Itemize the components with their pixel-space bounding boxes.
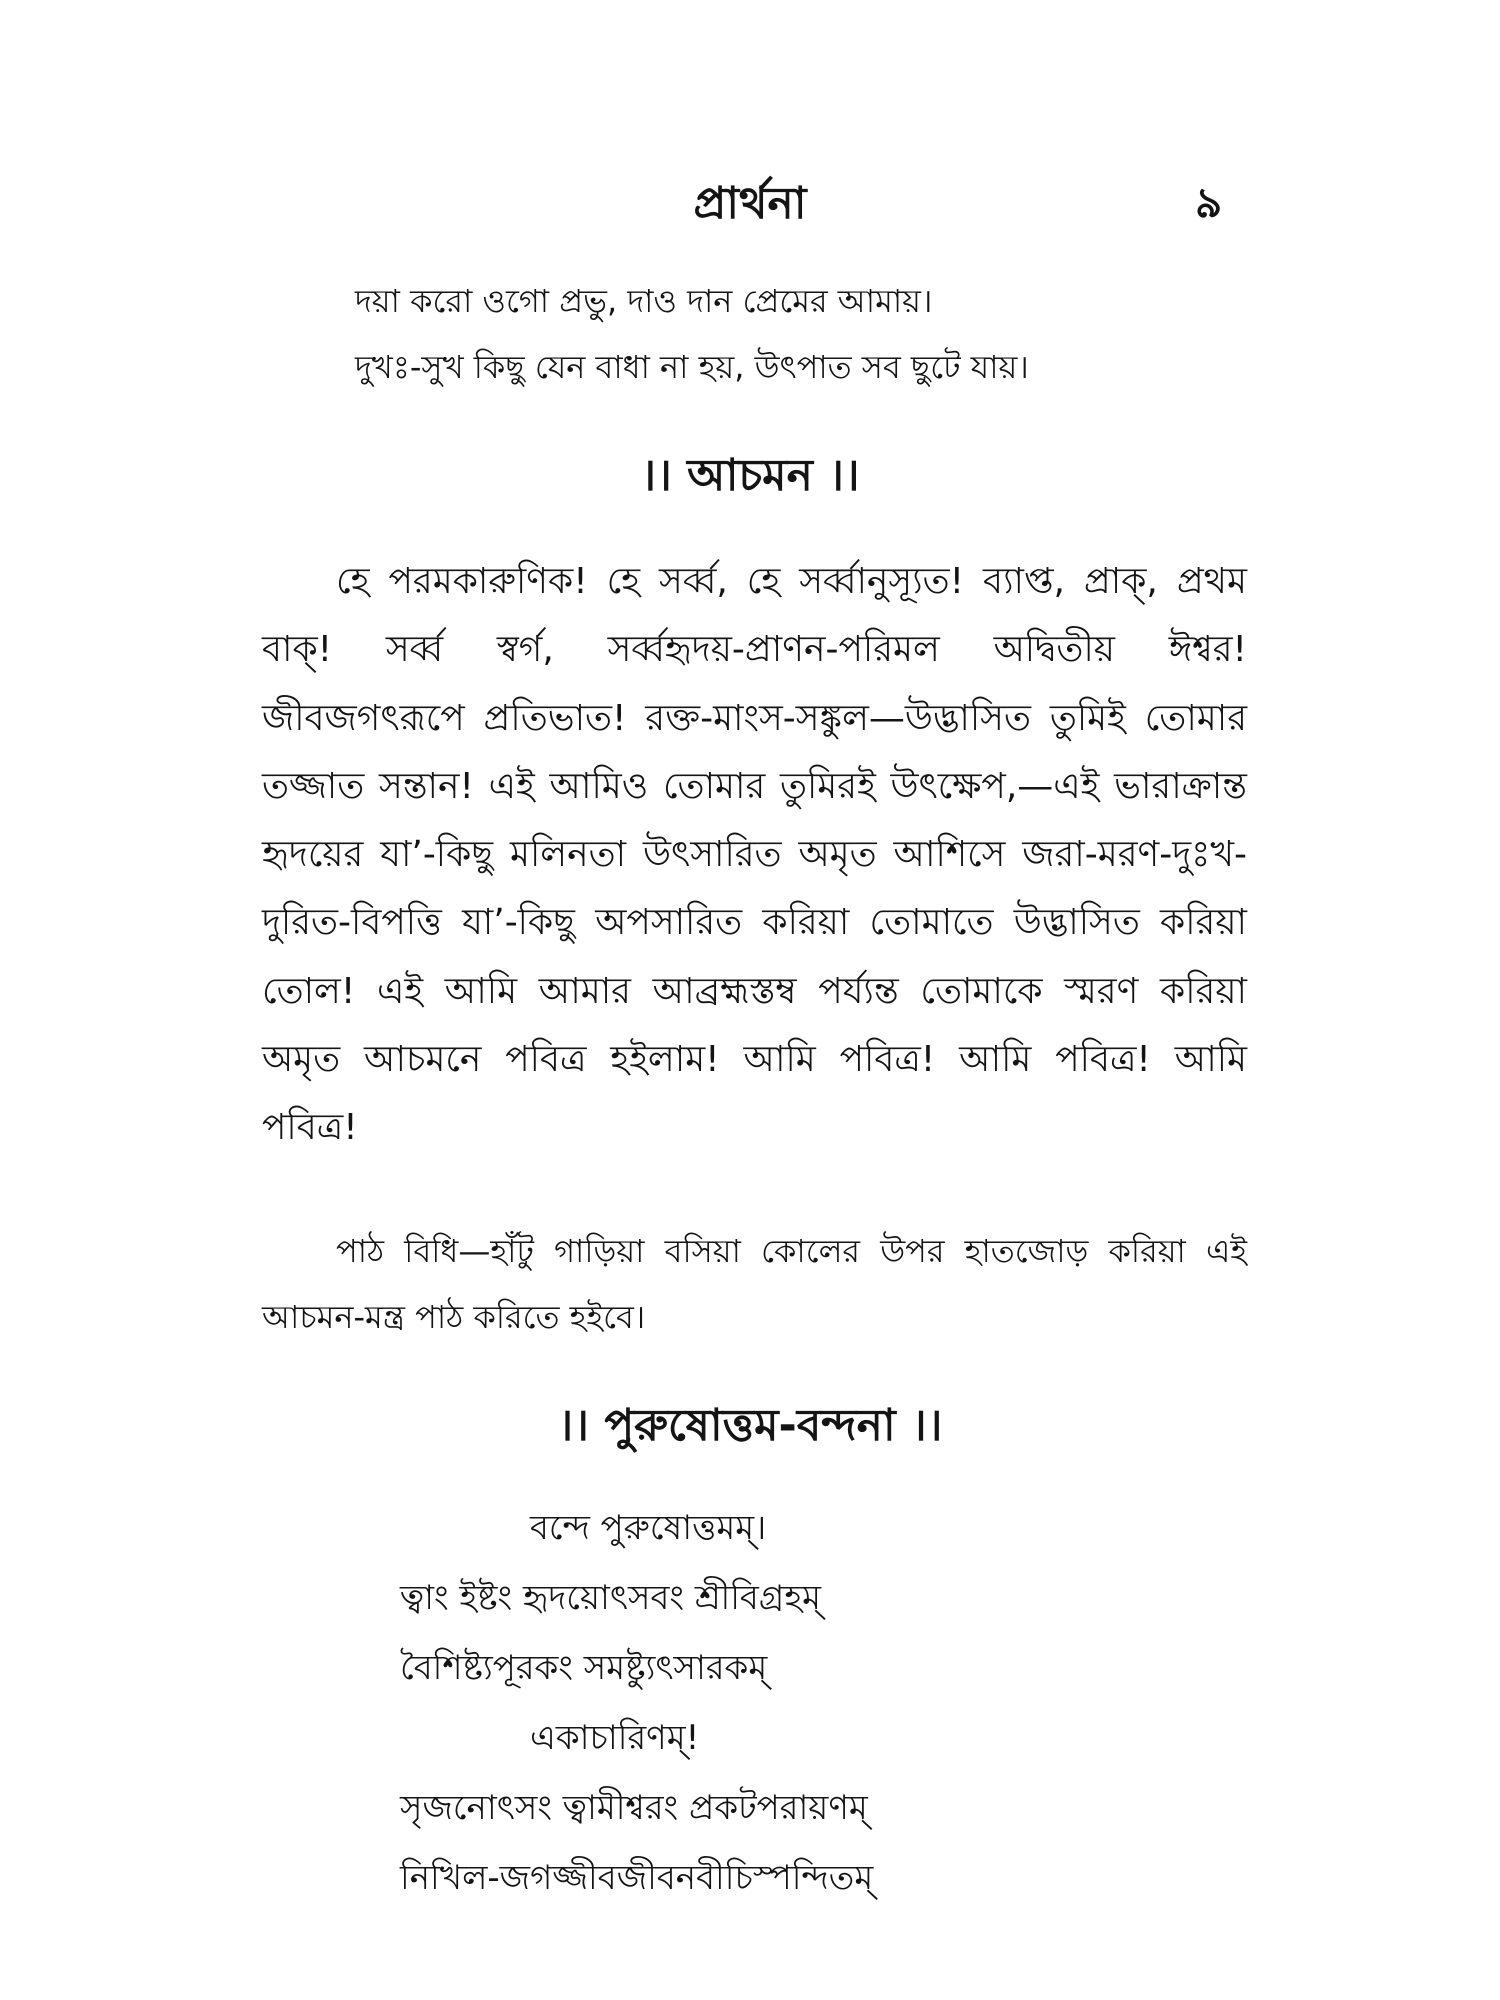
achaman-body: হে পরমকারুণিক! হে সর্ব্ব, হে সর্ব্বানুস্যূত! ব্যাপ্ত, প্রাক্, প্রথম বাক্! সর্ব্ব স্বর্গ, সর্ব্বহৃদয়-প্রাণন-পরিমল অদ্বিতীয় ঈশ্বর! জীবজগৎরূপে প্রতিভাত! রক্ত-মাংস-সঙ্কুল—উদ্ভাসিত তুমিই তোমার তজ্জাত সন্তান! এই আমিও তোমার তুমিরই উৎক্ষেপ,—এই ভারাক্রান্ত হৃদয়ের যা’-কিছু মলিনতা উৎসারিত অমৃত আশিসে জরা-মরণ-দুঃখ-দুরিত-বিপত্তি যা’-কিছু অপসারিত করিয়া তোমাতে উদ্ভাসিত করিয়া তোল! এই আমি আমার আব্রহ্মস্তম্ব পর্য্যন্ত তোমাকে স্মরণ করিয়া অমৃত আচমনে পবিত্র হইলাম! আমি পবিত্র! আমি পবিত্র! আমি পবিত্র!: [262, 561, 1247, 1149]
verse-line: একাচারিণম্!: [530, 1718, 700, 1758]
verse-line: বন্দে পুরুষোত্তমম্।: [530, 1508, 767, 1548]
verse-line: ত্বাং ইষ্টং হৃদয়োৎসবং শ্রীবিগ্রহম্: [400, 1578, 822, 1618]
purushottam-heading: ।। পুরুষোত্তম-বন্দনা ।।: [557, 1400, 943, 1451]
achaman-prayer-text: [262, 548, 1247, 1163]
achaman-heading: ।। আচমন ।।: [640, 450, 860, 501]
running-header: [0, 170, 1500, 230]
verse-line: সৃজনোৎসং ত্বামীশ্বরং প্রকটপরায়ণম্: [400, 1788, 868, 1828]
instruction-text: পাঠ বিধি—হাঁটু গাড়িয়া বসিয়া কোলের উপর হাতজোড় করিয়া এই আচমন-মন্ত্র পাঠ করিতে হইবে।: [262, 1232, 1247, 1336]
recitation-instruction: [262, 1218, 1247, 1350]
verse-line: বৈশিষ্ট্যপূরকং সমষ্ট্যুৎসারকম্: [400, 1648, 768, 1688]
prayer-couplet: [355, 268, 1275, 400]
verse-line: নিখিল-জগজ্জীবজীবনবীচিস্পন্দিতম্: [400, 1858, 874, 1898]
couplet-line: দয়া করো ওগো প্রভু, দাও দান প্রেমের আমায়।: [355, 282, 933, 320]
couplet-line: দুখঃ-সুখ কিছু যেন বাধা না হয়, উৎপাত সব ছুটে যায়।: [355, 348, 1029, 386]
page-title: প্রার্থনা: [693, 178, 807, 229]
page-number: ৯: [1195, 178, 1223, 227]
